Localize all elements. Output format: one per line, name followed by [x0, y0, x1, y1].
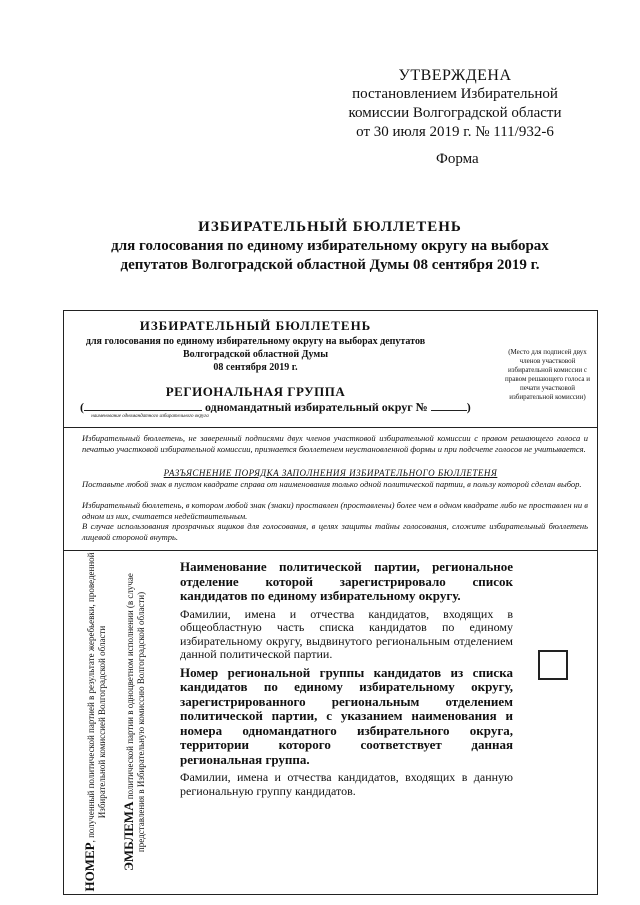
party-emblem-text [123, 552, 147, 892]
district-number-blank [431, 400, 467, 411]
party-name: Наименование политической партии, региональное отделение которой зарегистрировало список кандидатов по единому избирательному округу. [180, 559, 513, 603]
ballot-subtitle [68, 335, 443, 374]
district-name-blank [84, 400, 202, 411]
district-open-paren: ( [80, 400, 84, 414]
approval-line: постановлением Избирательной [352, 86, 558, 102]
approval-heading: УТВЕРЖДЕНА [398, 67, 512, 84]
vote-checkbox[interactable] [538, 650, 568, 680]
party-emblem-description: политической партии в одноцветном исполнении (в случае представления в Избирательную комиссию Волгоградской области) [125, 573, 146, 853]
party-number-column [84, 552, 118, 892]
instructions-heading: РАЗЪЯСНЕНИЕ ПОРЯДКА ЗАПОЛНЕНИЯ ИЗБИРАТЕЛЬНОГО БЮЛЛЕТЕНЯ [163, 468, 498, 478]
title-line: депутатов Волгоградской областной Думы 08 сентября 2019 г. [120, 257, 540, 273]
validity-note: Избирательный бюллетень, не заверенный подписями двух членов участковой избирательной комиссии с правом решающего голоса и печатью участковой избирательной комиссии, признается бюллетенем неустановленной формы и при подсчете голосов не учитывается. [82, 433, 588, 454]
ballot-subtitle-line: 08 сентября 2019 г. [213, 362, 298, 373]
regional-group-number: Номер региональной группы кандидатов из списка кандидатов по единому избирательному округу, зарегистрированного региональным отделением политической партии, с указанием наименования и номера одномандатного избирательного округа, территории которого соответствует данная региональная группа. [180, 664, 513, 767]
instruction-mark: Поставьте любой знак в пустом квадрате справа от наименования только одной политической партии, в пользу которой сделан выбор. [82, 479, 582, 489]
party-number-description: полученный политической партией в результате жеребьевки, проведенной Избирательной комиссией Волгоградской области [86, 552, 107, 838]
page-title [80, 218, 580, 275]
divider [63, 427, 598, 428]
commission-signature-place: (Место для подписей двух членов участковой избирательной комиссии с правом решающего голоса и печати участковой избирательной комиссии) [505, 348, 591, 401]
divider [63, 550, 598, 551]
party-number-label: НОМЕР [82, 842, 97, 892]
district-close-paren: ) [466, 400, 471, 414]
regional-group-candidates: Фамилии, имена и отчества кандидатов, входящих в данную региональную группу кандидатов. [180, 770, 513, 798]
party-emblem-label: ЭМБЛЕМА [121, 801, 136, 871]
party-number-text: НОМЕР, полученный политической партией в результате жеребьевки, проведенной Избирательной комиссией Волгоградской области [82, 552, 107, 892]
party-general-list: Фамилии, имена и отчества кандидатов, входящих в общеобластную часть списка кандидатов по единому избирательному округу, выдвинутого региональным отделением данной политической партии. [180, 606, 513, 661]
approval-block [340, 66, 570, 142]
regional-group-heading: РЕГИОНАЛЬНАЯ ГРУППА [165, 384, 346, 399]
party-entry [180, 560, 513, 798]
title-line: ИЗБИРАТЕЛЬНЫЙ БЮЛЛЕТЕНЬ [198, 219, 462, 235]
approval-date: от 30 июля 2019 г. № 111/932-6 [356, 124, 554, 140]
ballot-title: ИЗБИРАТЕЛЬНЫЙ БЮЛЛЕТЕНЬ [139, 318, 372, 333]
ballot-subtitle-line: для голосования по единому избирательному округу на выборах депутатов [85, 336, 426, 347]
party-emblem-column [123, 552, 167, 892]
instruction-invalid: Избирательный бюллетень, в котором любой знак (знаки) проставлен (проставлены) более чем в одном квадрате либо не проставлен ни в одном из них, считается недействительным. [82, 500, 588, 521]
title-line: для голосования по единому избирательному округу на выборах [111, 238, 549, 254]
instruction-fold: В случае использования прозрачных ящиков для голосования, в целях защиты тайны голосования, сложите избирательный бюллетень лицевой стороной внутрь. [82, 521, 588, 542]
form-label: Форма [436, 151, 479, 167]
district-line [80, 400, 500, 415]
district-text: одномандатный избирательный округ № [205, 400, 428, 414]
approval-line: комиссии Волгоградской области [348, 105, 562, 121]
ballot-subtitle-line: Волгоградской областной Думы [182, 349, 329, 360]
district-hint: наименование одномандатного избирательного округа [91, 414, 209, 419]
